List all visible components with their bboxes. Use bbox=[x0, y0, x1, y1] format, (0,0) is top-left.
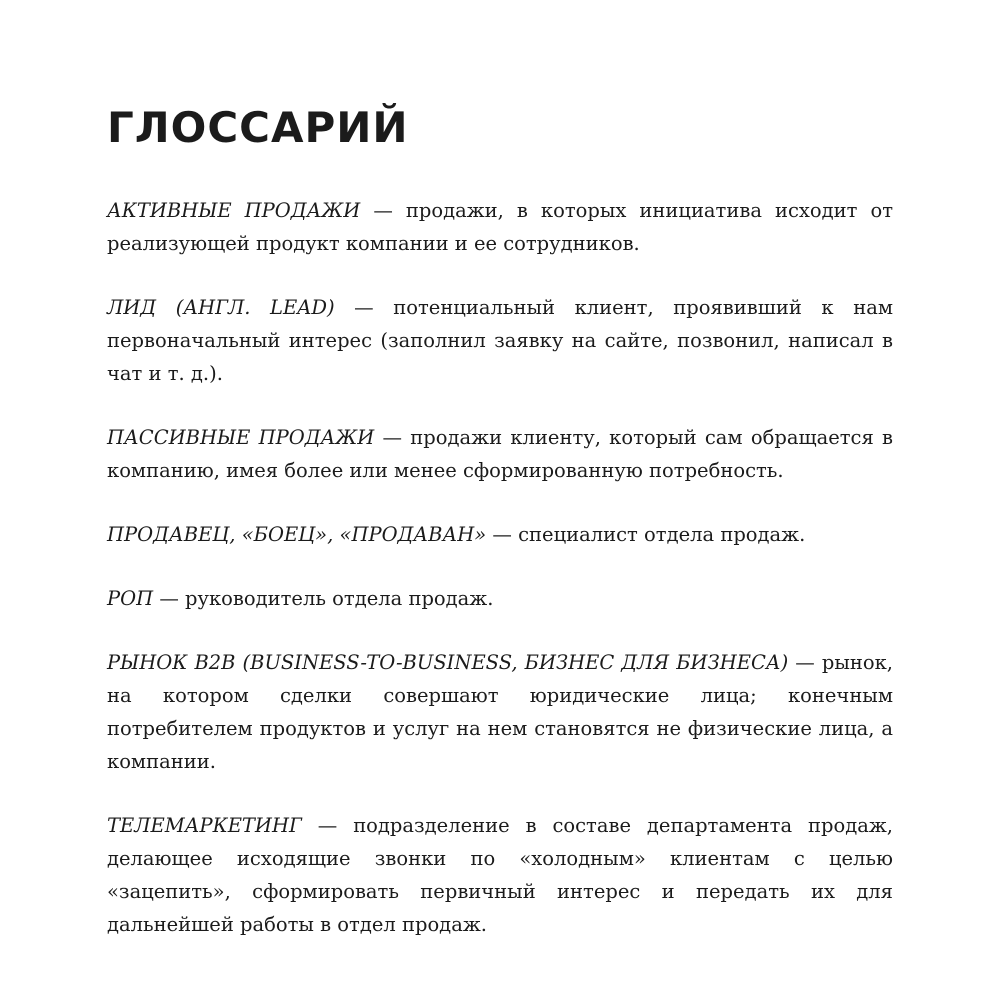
glossary-entry-b2b-market bbox=[107, 646, 893, 778]
glossary-entry-telemarketing bbox=[107, 809, 893, 941]
glossary-entry-seller bbox=[107, 518, 893, 551]
glossary-definition: продажи, в которых инициатива исходит от реализующей продукт компании и ее сотрудников. bbox=[107, 199, 893, 255]
term-separator: — bbox=[153, 587, 186, 610]
glossary-term: ЛИД (АНГЛ. LEAD) bbox=[107, 296, 335, 319]
glossary-term: РОП bbox=[107, 587, 154, 610]
glossary-term: ПРОДАВЕЦ, «БОЕЦ», «ПРОДАВАН» bbox=[107, 523, 487, 546]
term-separator: — bbox=[486, 523, 519, 546]
glossary-entry-passive-sales bbox=[107, 421, 893, 487]
glossary-page bbox=[107, 100, 893, 972]
glossary-entry-lead bbox=[107, 291, 893, 390]
glossary-definition: подразделение в составе департамента продаж, делающее исходящие звонки по «холодным» клиентам с целью «зацепить», сформировать первичный интерес и передать их для дальнейшей работы в отдел продаж. bbox=[107, 814, 893, 936]
glossary-definition: специалист отдела продаж. bbox=[518, 523, 806, 546]
glossary-term: ТЕЛЕМАРКЕТИНГ bbox=[107, 814, 302, 837]
glossary-term: ПАССИВНЫЕ ПРОДАЖИ bbox=[107, 426, 375, 449]
glossary-definition: рынок, на котором сделки совершают юридические лица; конечным потребителем продуктов и услуг на нем становятся не физические лица, а компании. bbox=[107, 651, 893, 773]
term-separator: — bbox=[374, 426, 411, 449]
glossary-entry-rop bbox=[107, 582, 893, 615]
term-separator: — bbox=[788, 651, 822, 674]
term-separator: — bbox=[334, 296, 394, 319]
term-separator: — bbox=[301, 814, 354, 837]
glossary-entry-active-sales bbox=[107, 194, 893, 260]
glossary-term: РЫНОК B2B (BUSINESS-TO-BUSINESS, БИЗНЕС ДЛЯ БИЗНЕСА) bbox=[107, 651, 789, 674]
glossary-term: АКТИВНЫЕ ПРОДАЖИ bbox=[107, 199, 361, 222]
glossary-definition: продажи клиенту, который сам обращается в компанию, имея более или менее сформированную потребность. bbox=[107, 426, 893, 482]
glossary-definition: потенциальный клиент, проявивший к нам первоначальный интерес (заполнил заявку на сайте, позвонил, написал в чат и т. д.). bbox=[107, 296, 893, 385]
term-separator: — bbox=[360, 199, 406, 222]
page-title: ГЛОССАРИЙ bbox=[107, 103, 409, 152]
glossary-definition: руководитель отдела продаж. bbox=[185, 587, 494, 610]
